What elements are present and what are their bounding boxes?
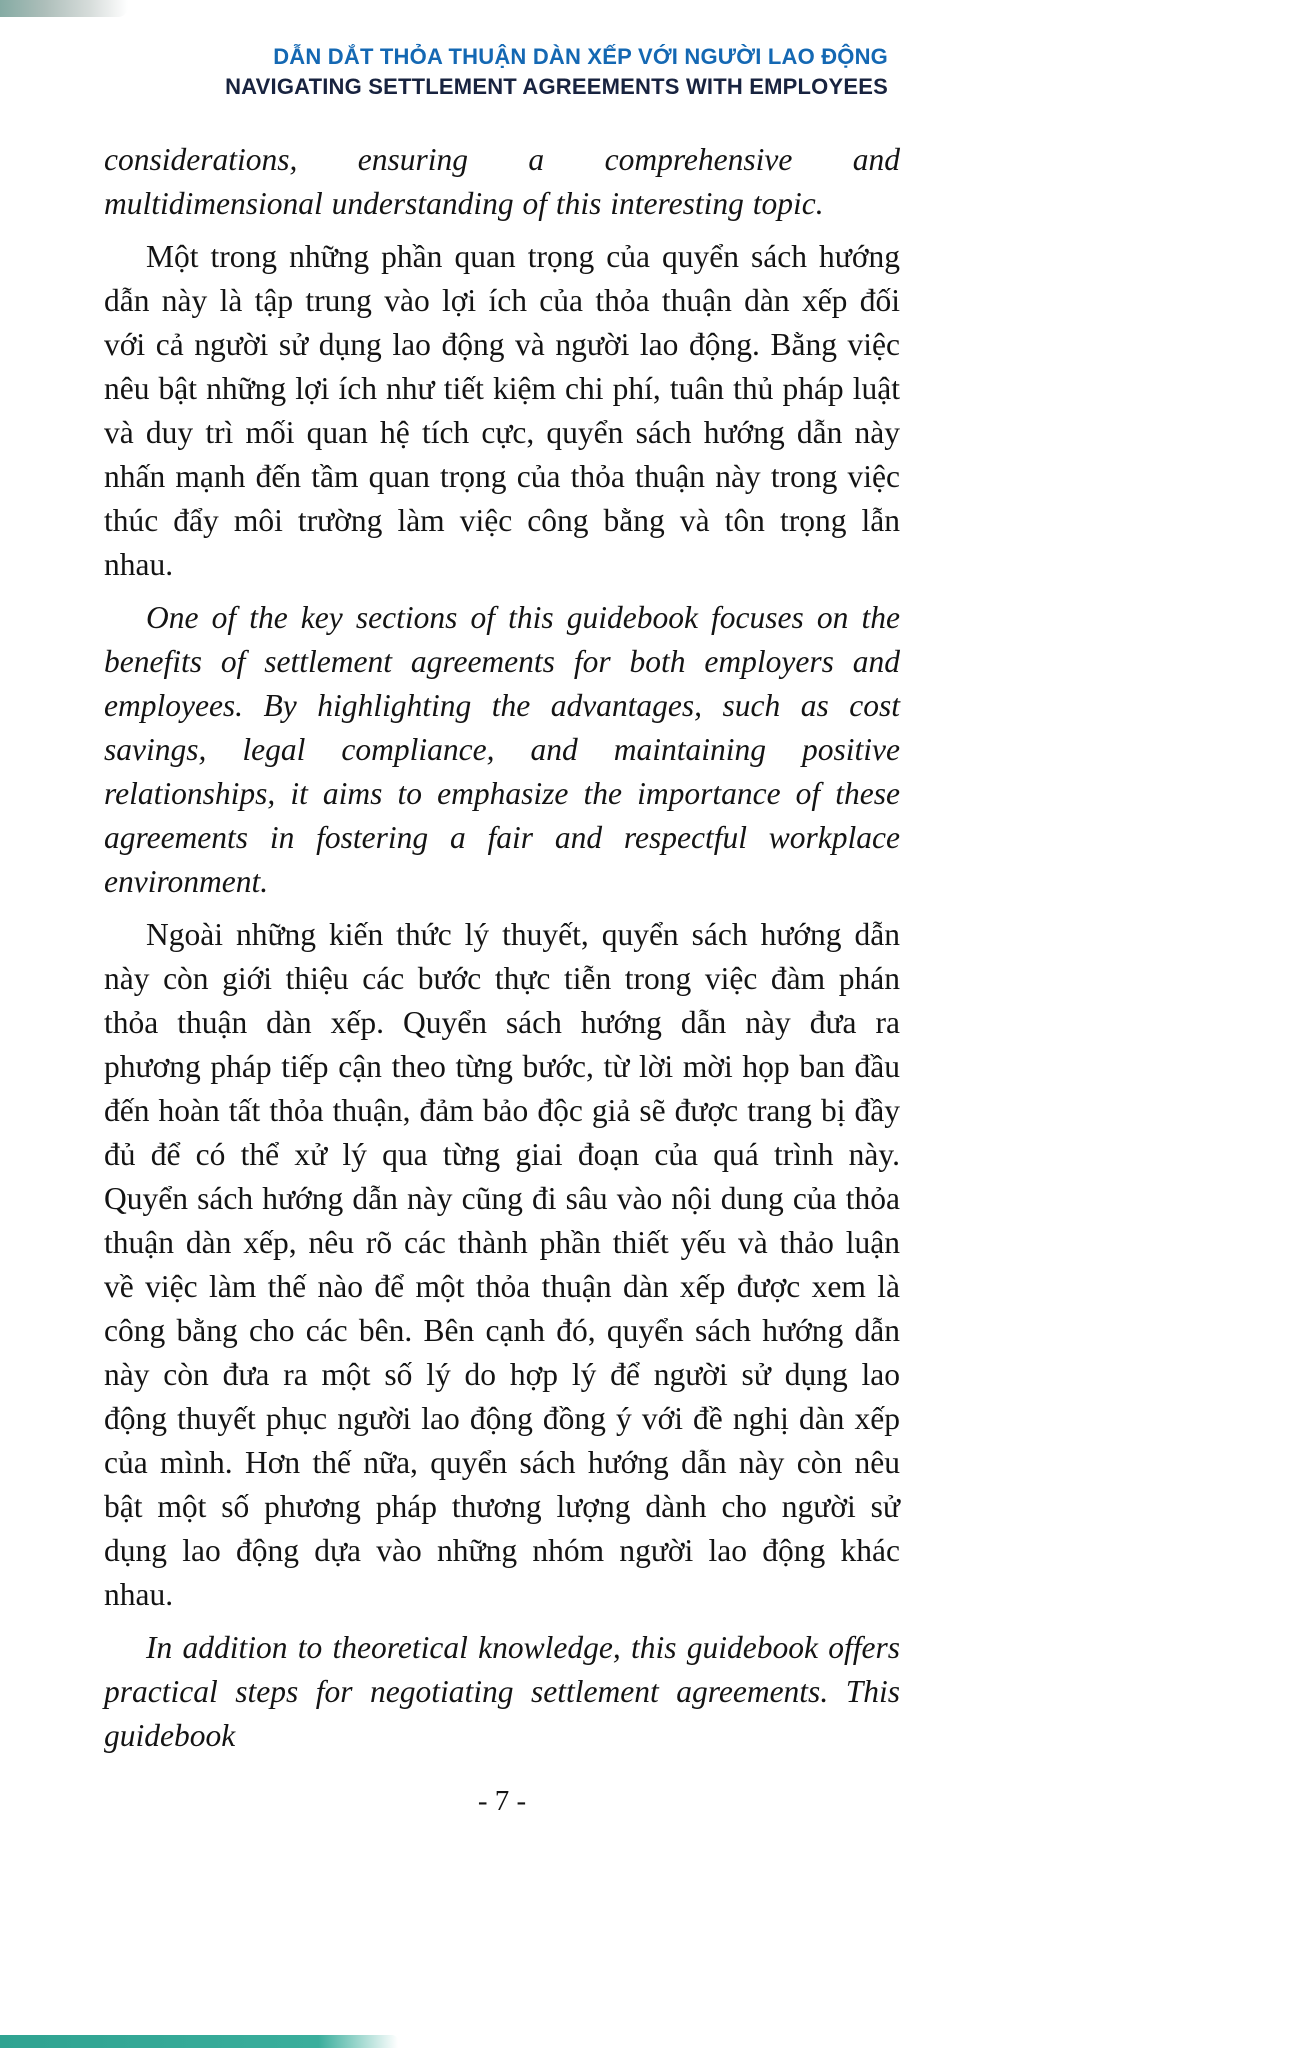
- body-paragraph-continuation: considerations, ensuring a comprehensive and multidimensional understanding of this interesting topic.: [104, 142, 900, 221]
- body-paragraph-english-practical-steps: In addition to theoretical knowledge, this guidebook offers practical steps for negotiating settlement agreements. This guidebook: [104, 1630, 900, 1753]
- page-number: - 7 -: [477, 1785, 527, 1817]
- body-paragraph-english-benefits: One of the key sections of this guidebook focuses on the benefits of settlement agreements for both employers and employees. By highlighting the advantages, such as cost savings, legal compliance, and maintaining positive relationships, it aims to emphasize the importance of these agreements in fostering a fair and respectful workplace environment.: [104, 600, 900, 899]
- running-header: [104, 42, 900, 102]
- body-paragraph-vietnamese-benefits: Một trong những phần quan trọng của quyển sách hướng dẫn này là tập trung vào lợi ích của thỏa thuận dàn xếp đối với cả người sử dụng lao động và người lao động. Bằng việc nêu bật những lợi ích như tiết kiệm chi phí, tuân thủ pháp luật và duy trì mối quan hệ tích cực, quyển sách hướng dẫn này nhấn mạnh đến tầm quan trọng của thỏa thuận này trong việc thúc đẩy môi trường làm việc công bằng và tôn trọng lẫn nhau.: [104, 239, 900, 582]
- page-content: [104, 42, 900, 1818]
- header-title-english: NAVIGATING SETTLEMENT AGREEMENTS WITH EMPLOYEES: [225, 74, 888, 99]
- scan-artifact-top-edge: [0, 0, 128, 17]
- header-title-vietnamese: DẪN DẮT THỎA THUẬN DÀN XẾP VỚI NGƯỜI LAO ĐỘNG: [273, 44, 888, 69]
- body-paragraph-vietnamese-practical-steps: Ngoài những kiến thức lý thuyết, quyển sách hướng dẫn này còn giới thiệu các bước thực tiễn trong việc đàm phán thỏa thuận dàn xếp. Quyển sách hướng dẫn này đưa ra phương pháp tiếp cận theo từng bước, từ lời mời họp ban đầu đến hoàn tất thỏa thuận, đảm bảo độc giả sẽ được trang bị đầy đủ để có thể xử lý qua từng giai đoạn của quá trình này. Quyển sách hướng dẫn này cũng đi sâu vào nội dung của thỏa thuận dàn xếp, nêu rõ các thành phần thiết yếu và thảo luận về việc làm thế nào để một thỏa thuận dàn xếp được xem là công bằng cho các bên. Bên cạnh đó, quyển sách hướng dẫn này còn đưa ra một số lý do hợp lý để người sử dụng lao động thuyết phục người lao động đồng ý với đề nghị dàn xếp của mình. Hơn thế nữa, quyển sách hướng dẫn này còn nêu bật một số phương pháp thương lượng dành cho người sử dụng lao động dựa vào những nhóm người lao động khác nhau.: [104, 917, 900, 1612]
- scan-artifact-bottom-edge: [0, 2035, 398, 2048]
